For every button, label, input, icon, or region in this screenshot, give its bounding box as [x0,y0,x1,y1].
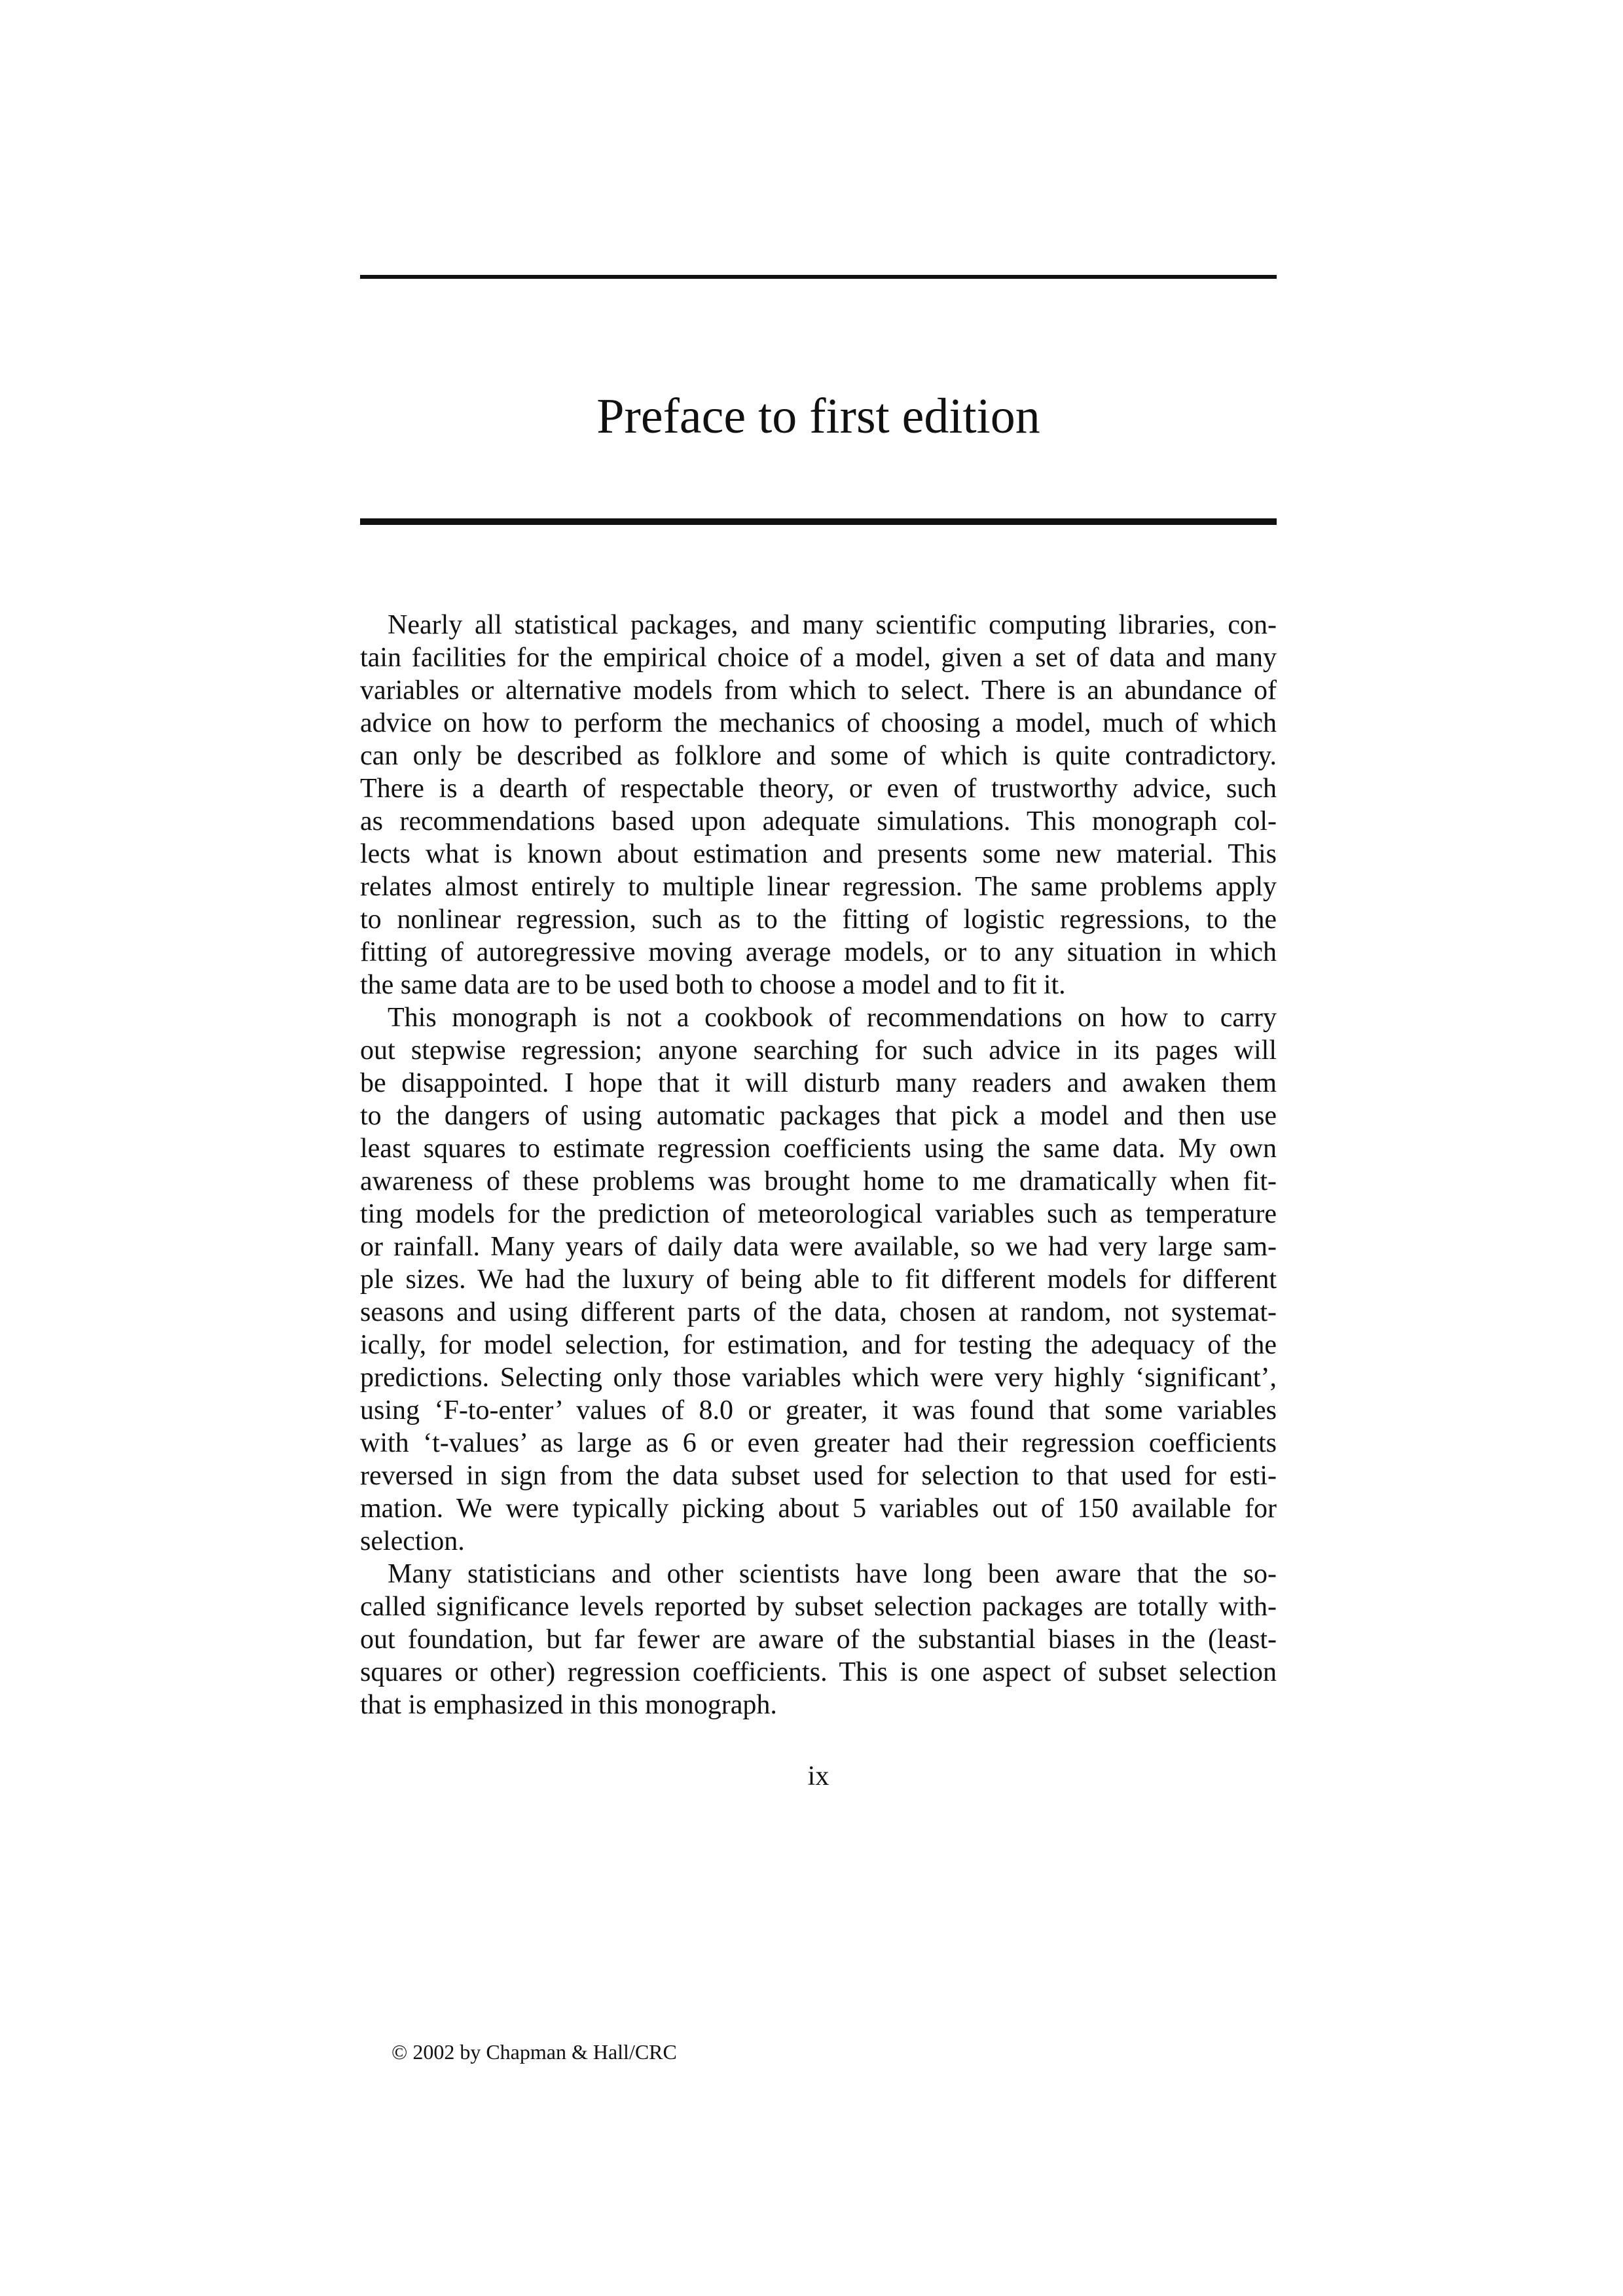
text-line: called significance levels reported by subset selection packages are totally with- [360,1592,1277,1622]
text-line: using ‘F-to-enter’ values of 8.0 or greater, it was found that some variables [360,1395,1277,1426]
text-line: ple sizes. We had the luxury of being able to fit different models for different [360,1265,1277,1295]
text-line: advice on how to perform the mechanics of choosing a model, much of which [360,708,1277,738]
text-line: least squares to estimate regression coefficients using the same data. My own [360,1134,1277,1164]
preface-body [360,609,1277,1721]
paragraph [360,1001,1277,1558]
text-line: or rainfall. Many years of daily data were available, so we had very large sam- [360,1232,1277,1262]
text-line: out stepwise regression; anyone searching for such advice in its pages will [360,1035,1277,1066]
text-line: fitting of autoregressive moving average models, or to any situation in which [360,937,1277,967]
text-line: This monograph is not a cookbook of recommendations on how to carry [388,1003,1277,1033]
text-line: with ‘t-values’ as large as 6 or even greater had their regression coefficients [360,1428,1277,1458]
text-line: seasons and using different parts of the data, chosen at random, not systemat- [360,1297,1277,1327]
text-line: There is a dearth of respectable theory, or even of trustworthy advice, such [360,774,1277,804]
text-line: selection. [360,1526,465,1556]
text-line: squares or other) regression coefficients. This is one aspect of subset selection [360,1657,1277,1687]
text-line: ically, for model selection, for estimation, and for testing the adequacy of the [360,1330,1277,1360]
paragraph [360,1558,1277,1721]
text-line: Nearly all statistical packages, and many scientific computing libraries, con- [388,610,1277,640]
text-line: out foundation, but far fewer are aware of the substantial biases in the (least- [360,1624,1277,1655]
paragraph [360,609,1277,1001]
text-line: awareness of these problems was brought home to me dramatically when fit- [360,1166,1277,1196]
text-line: mation. We were typically picking about 5 variables out of 150 available for [360,1494,1277,1524]
text-line: tain facilities for the empirical choice of a model, given a set of data and many [360,643,1277,673]
text-line: relates almost entirely to multiple linear regression. The same problems apply [360,872,1277,902]
text-line: be disappointed. I hope that it will disturb many readers and awaken them [360,1068,1277,1098]
text-line: to the dangers of using automatic packages that pick a model and then use [360,1101,1277,1131]
chapter-top-rule [360,275,1277,279]
chapter-bottom-rule [360,518,1277,525]
text-line: Many statisticians and other scientists have long been aware that the so- [388,1559,1277,1589]
text-line: can only be described as folklore and some of which is quite contradictory. [360,741,1277,771]
text-line: predictions. Selecting only those variables which were very highly ‘significant’, [360,1363,1277,1393]
text-line: reversed in sign from the data subset used for selection to that used for esti- [360,1461,1277,1491]
copyright-notice: © 2002 by Chapman & Hall/CRC [392,2040,677,2064]
text-line: the same data are to be used both to choose a model and to fit it. [360,970,1066,1000]
text-line: as recommendations based upon adequate simulations. This monograph col- [360,806,1277,836]
text-line: to nonlinear regression, such as to the fitting of logistic regressions, to the [360,905,1277,935]
text-line: that is emphasized in this monograph. [360,1690,777,1720]
text-line: lects what is known about estimation and presents some new material. This [360,839,1277,869]
page-number: ix [807,1761,830,1791]
chapter-title: Preface to first edition [596,389,1040,444]
text-line: ting models for the prediction of meteorological variables such as temperature [360,1199,1277,1229]
text-line: variables or alternative models from which to select. There is an abundance of [360,675,1277,706]
